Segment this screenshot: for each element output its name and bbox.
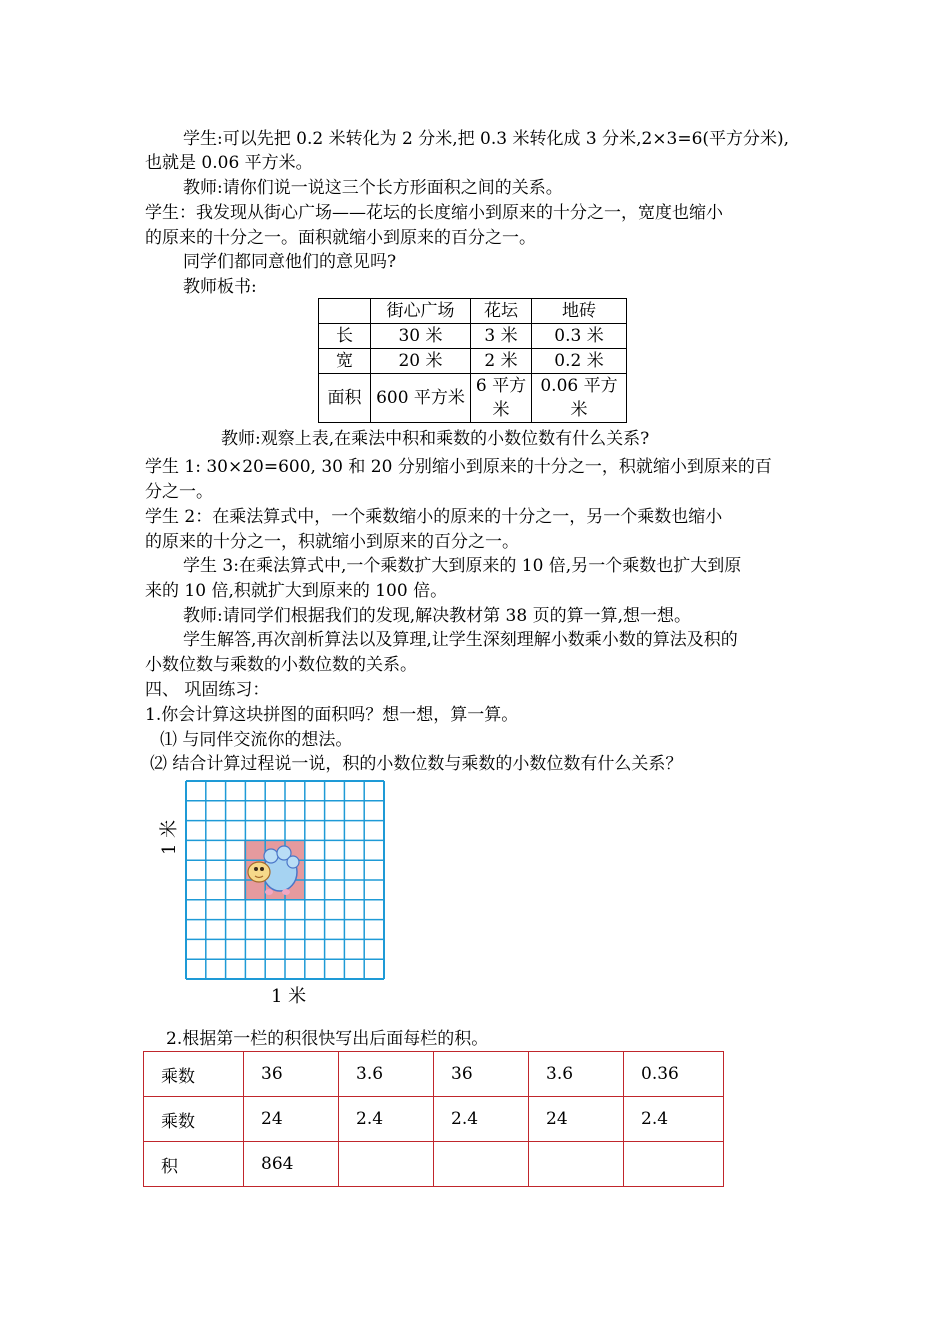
- text-agree-question: 同学们都同意他们的意见吗?: [183, 252, 397, 272]
- product-cell: 36: [244, 1052, 339, 1097]
- text-teacher-instruction: 教师:请同学们根据我们的发现,解决教材第 38 页的算一算,想一想。: [183, 606, 691, 626]
- board-cell: 0.2 米: [532, 349, 627, 374]
- product-cell: 3.6: [339, 1052, 434, 1097]
- product-cell: [434, 1142, 529, 1187]
- table-row: [144, 1097, 724, 1142]
- text-student2-line2: 的原来的十分之一，积就缩小到原来的百分之一。: [145, 532, 519, 552]
- product-cell: [624, 1142, 724, 1187]
- text-teacher-observe: 教师:观察上表,在乘法中积和乘数的小数位数有什么关系?: [221, 429, 650, 449]
- text-student-discovery-line1: 学生：我发现从街心广场——花坛的长度缩小到原来的十分之一，宽度也缩小: [145, 203, 723, 223]
- text-student1-line1: 学生 1: 30×20=600, 30 和 20 分别缩小到原来的十分之一，积就缩小到原来的百: [145, 457, 772, 477]
- section-heading-practice: 四、 巩固练习：: [145, 680, 270, 700]
- board-table: [318, 298, 627, 423]
- table-row: [319, 374, 627, 423]
- board-cell: 面积: [319, 374, 371, 423]
- product-cell: 乘数: [144, 1097, 244, 1142]
- product-cell: 3.6: [529, 1052, 624, 1097]
- table-row: [144, 1142, 724, 1187]
- product-cell: 864: [244, 1142, 339, 1187]
- puzzle-grid-figure: [185, 780, 385, 980]
- board-cell: 0.3 米: [532, 324, 627, 349]
- text-student2-line1: 学生 2：在乘法算式中，一个乘数缩小的原来的十分之一，另一个乘数也缩小: [145, 507, 723, 527]
- product-cell: 乘数: [144, 1052, 244, 1097]
- text-teacher-question: 教师:请你们说一说这三个长方形面积之间的关系。: [183, 178, 563, 198]
- board-cell: 3 米: [471, 324, 532, 349]
- board-cell: 宽: [319, 349, 371, 374]
- x-axis-label: 1 米: [271, 986, 307, 1007]
- board-header-cell: 地砖: [532, 299, 627, 324]
- table-row: [319, 299, 627, 324]
- text-student-answer-line1: 学生:可以先把 0.2 米转化为 2 分米,把 0.3 米转化成 3 分米,2×3=6(平方分米),: [183, 129, 790, 149]
- text-student3-line2: 来的 10 倍,积就扩大到原来的 100 倍。: [145, 581, 448, 601]
- question-1-sub-2: ⑵ 结合计算过程说一说，积的小数位数与乘数的小数位数有什么关系？: [150, 754, 683, 774]
- board-cell: 长: [319, 324, 371, 349]
- question-1: 1.你会计算这块拼图的面积吗？想一想，算一算。: [145, 705, 519, 725]
- product-cell: 0.36: [624, 1052, 724, 1097]
- question-1-sub-1: ⑴ 与同伴交流你的想法。: [160, 730, 353, 750]
- product-table: [143, 1051, 724, 1187]
- text-student-answer-line2: 也就是 0.06 平方米。: [145, 153, 313, 173]
- table-row: [319, 324, 627, 349]
- text-student-solution-line2: 小数位数与乘数的小数位数的关系。: [145, 655, 417, 675]
- product-cell: 2.4: [434, 1097, 529, 1142]
- product-cell: [339, 1142, 434, 1187]
- product-cell: 36: [434, 1052, 529, 1097]
- board-cell: 20 米: [371, 349, 471, 374]
- product-cell: 24: [529, 1097, 624, 1142]
- y-axis-label: 1 米: [159, 819, 180, 855]
- text-student3-line1: 学生 3:在乘法算式中,一个乘数扩大到原来的 10 倍,另一个乘数也扩大到原: [183, 556, 742, 576]
- product-cell: 积: [144, 1142, 244, 1187]
- text-board-heading: 教师板书:: [183, 277, 257, 297]
- product-cell: [529, 1142, 624, 1187]
- product-cell: 24: [244, 1097, 339, 1142]
- table-row: [144, 1052, 724, 1097]
- product-cell: 2.4: [339, 1097, 434, 1142]
- board-header-cell: 花坛: [471, 299, 532, 324]
- board-header-cell: 街心广场: [371, 299, 471, 324]
- board-header-cell: [319, 299, 371, 324]
- text-student-solution-line1: 学生解答,再次剖析算法以及算理,让学生深刻理解小数乘小数的算法及积的: [183, 630, 738, 650]
- question-2: 2.根据第一栏的积很快写出后面每栏的积。: [166, 1029, 489, 1049]
- table-row: [319, 349, 627, 374]
- product-cell: 2.4: [624, 1097, 724, 1142]
- text-student-discovery-line2: 的原来的十分之一。面积就缩小到原来的百分之一。: [145, 228, 536, 248]
- text-student1-line2: 分之一。: [145, 482, 213, 502]
- board-cell: 30 米: [371, 324, 471, 349]
- board-cell: 0.06 平方米: [532, 374, 627, 423]
- board-cell: 2 米: [471, 349, 532, 374]
- board-cell: 6 平方米: [471, 374, 532, 423]
- board-cell: 600 平方米: [371, 374, 471, 423]
